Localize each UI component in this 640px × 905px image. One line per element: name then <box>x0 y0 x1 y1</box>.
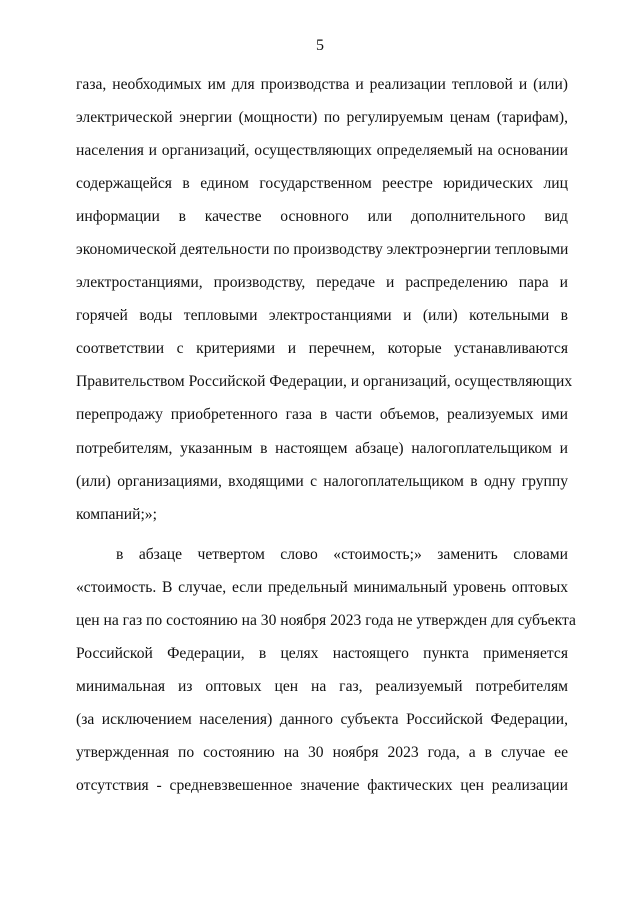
text-line: в абзаце четвертом слово «стоимость;» заменить словами <box>116 545 568 563</box>
text-line: (или) организациями, входящими с налогоплательщиком в одну группу <box>76 472 568 490</box>
text-line: компаний;»; <box>76 505 157 523</box>
text-line: горячей воды тепловыми электростанциями и (или) котельными в <box>76 307 568 325</box>
text-line: перепродажу приобретенного газа в части объемов, реализуемых ими <box>76 406 568 424</box>
paragraph-2 <box>76 538 576 802</box>
text-line: минимальная из оптовых цен на газ, реализуемый потребителям <box>76 677 568 695</box>
text-line: цен на газ по состоянию на 30 ноября 2023 года не утвержден для субъекта <box>76 611 576 629</box>
document-body <box>76 68 576 802</box>
text-line: отсутствия - средневзвешенное значение фактических цен реализации <box>76 776 568 794</box>
text-line: населения и организаций, осуществляющих определяемый на основании <box>76 142 568 160</box>
text-line: информации в качестве основного или дополнительного вид <box>76 208 568 226</box>
text-line: электростанциями, производству, передаче и распределению пара и <box>76 274 568 292</box>
text-line: утвержденная по состоянию на 30 ноября 2023 года, а в случае ее <box>76 743 568 761</box>
text-line: экономической деятельности по производству электроэнергии тепловыми <box>76 241 569 259</box>
text-line: газа, необходимых им для производства и реализации тепловой и (или) <box>76 76 568 93</box>
page-number: 5 <box>316 37 324 54</box>
paragraph-spacer <box>76 531 568 538</box>
text-line: «стоимость. В случае, если предельный минимальный уровень оптовых <box>76 578 568 596</box>
text-line: потребителям, указанным в настоящем абзаце) налогоплательщиком и <box>76 439 568 457</box>
paragraph-1 <box>76 68 573 531</box>
text-line: Российской Федерации, в целях настоящего пункта применяется <box>76 644 568 662</box>
text-line: электрической энергии (мощности) по регулируемым ценам (тарифам), <box>76 109 568 127</box>
text-line: содержащейся в едином государственном реестре юридических лиц <box>76 175 568 193</box>
text-line: соответствии с критериями и перечнем, которые устанавливаются <box>76 340 568 358</box>
text-line: (за исключением населения) данного субъекта Российской Федерации, <box>76 710 568 728</box>
text-line: Правительством Российской Федерации, и организаций, осуществляющих <box>76 373 573 391</box>
